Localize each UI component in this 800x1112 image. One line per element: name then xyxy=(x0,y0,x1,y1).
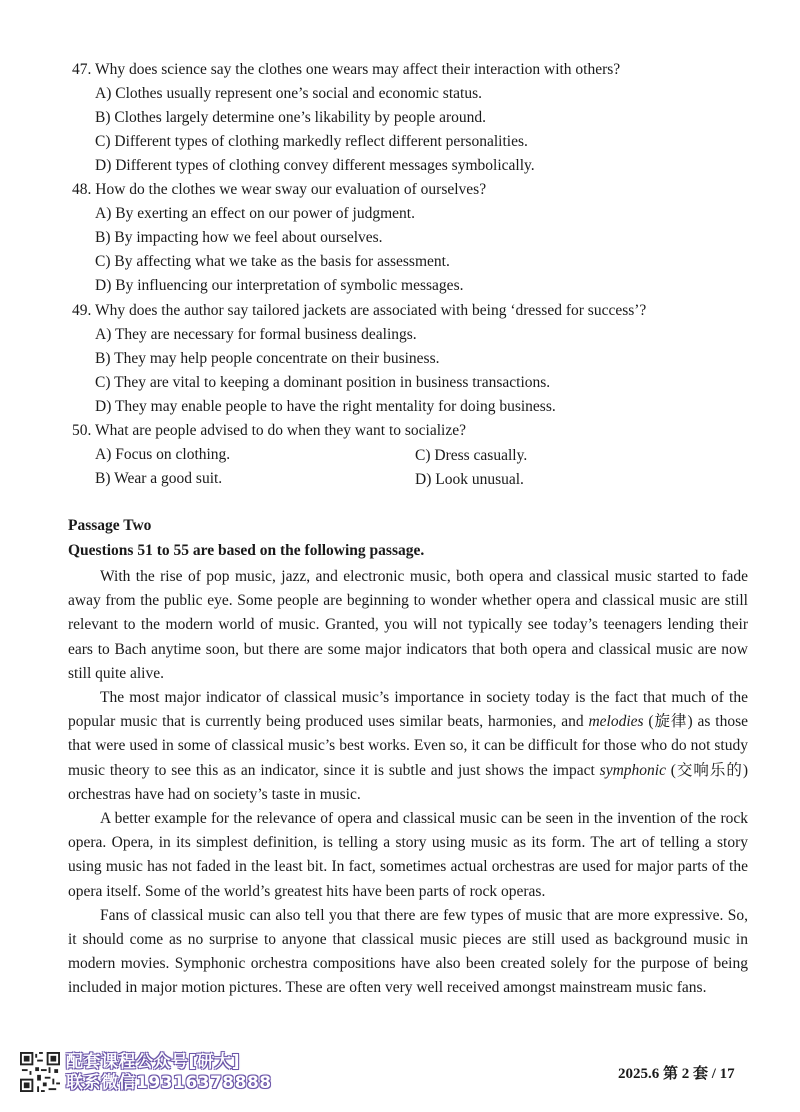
question-47-option-b: B) Clothes largely determine one’s likability by people around. xyxy=(95,109,487,126)
question-49-option-d: D) They may enable people to have the right mentality for doing business. xyxy=(95,398,556,415)
term-melodies: melodies xyxy=(588,713,644,731)
paragraph-2-text-b: (旋律) as those that were used in some of classical music’s best works. Even so, it can be difficult for those who do not study music theory to see this as an indicator, since it is subtle and just shows the impact xyxy=(68,713,748,779)
watermark-line-2: 联系微信19316378888 xyxy=(66,1073,272,1093)
question-49-option-c: C) They are vital to keeping a dominant position in business transactions. xyxy=(95,374,551,391)
question-50-option-d: D) Look unusual. xyxy=(415,471,524,488)
passage-subtitle: Questions 51 to 55 are based on the following passage. xyxy=(68,542,425,559)
paragraph-2-text-a: The most major indicator of classical music’s importance in society today is the fact that much of the popular music that is currently being produced uses similar beats, harmonies, and xyxy=(68,689,748,731)
watermark xyxy=(66,1052,311,1094)
passage-paragraph-1: With the rise of pop music, jazz, and electronic music, both opera and classical music started to fade away from the public eye. Some people are beginning to wonder whether opera and classical music are still relevant to the modern world of music. Granted, you will not typically see today’s teenagers lending their ears to Bach anytime soon, but there are some major indicators that both opera and classical music are now still quite alive. xyxy=(68,568,748,682)
question-47-option-a: A) Clothes usually represent one’s social and economic status. xyxy=(95,85,482,102)
question-49-option-a: A) They are necessary for formal business dealings. xyxy=(95,326,417,343)
term-symphonic: symphonic xyxy=(599,761,666,779)
passage-paragraph-4: Fans of classical music can also tell you that there are few types of music that are more expressive. So, it should come as no surprise to anyone that classical music pieces are still used as background music in modern movies. Symphonic orchestra compositions have also been created solely for the purpose of being included in major motion pictures. These are often very well received amongst mainstream music fans. xyxy=(68,906,748,997)
page-code: 2025.6 第 2 套 / 17 xyxy=(618,1066,735,1082)
question-48-option-c: C) By affecting what we take as the basis for assessment. xyxy=(95,253,450,270)
question-49-stem: 49. Why does the author say tailored jackets are associated with being ‘dressed for success’? xyxy=(72,302,647,319)
watermark-line-1: 配套课程公众号[研大] xyxy=(66,1052,241,1072)
qr-code-icon xyxy=(20,1052,60,1092)
question-47-option-d: D) Different types of clothing convey different messages symbolically. xyxy=(95,157,535,174)
question-50-stem: 50. What are people advised to do when they want to socialize? xyxy=(72,422,466,439)
question-50-option-c: C) Dress casually. xyxy=(415,447,528,464)
question-47-option-c: C) Different types of clothing markedly reflect different personalities. xyxy=(95,133,528,150)
question-50-option-b: B) Wear a good suit. xyxy=(95,470,223,487)
question-48-option-a: A) By exerting an effect on our power of judgment. xyxy=(95,205,415,222)
question-47-stem: 47. Why does science say the clothes one wears may affect their interaction with others? xyxy=(72,61,621,78)
passage-paragraph-3: A better example for the relevance of opera and classical music can be seen in the invention of the rock opera. Opera, in its simplest definition, is telling a story using music as its form. The art of telling a story using music has not faded in the least bit. In fact, sometimes actual orchestras are used for major parts of the opera itself. Some of the world’s greatest hits have been parts of rock operas. xyxy=(68,810,748,900)
question-48-option-b: B) By impacting how we feel about ourselves. xyxy=(95,229,383,246)
passage-body xyxy=(68,565,748,1001)
question-49-option-b: B) They may help people concentrate on their business. xyxy=(95,350,440,367)
question-50-option-a: A) Focus on clothing. xyxy=(95,446,231,463)
question-48-stem: 48. How do the clothes we wear sway our evaluation of ourselves? xyxy=(72,181,487,198)
question-48-option-d: D) By influencing our interpretation of symbolic messages. xyxy=(95,277,464,294)
paragraph-2-text-c: (交响乐的) orchestras have had on society’s taste in music. xyxy=(68,761,748,803)
passage-title: Passage Two xyxy=(68,517,152,534)
passage-paragraph-2 xyxy=(68,686,748,807)
